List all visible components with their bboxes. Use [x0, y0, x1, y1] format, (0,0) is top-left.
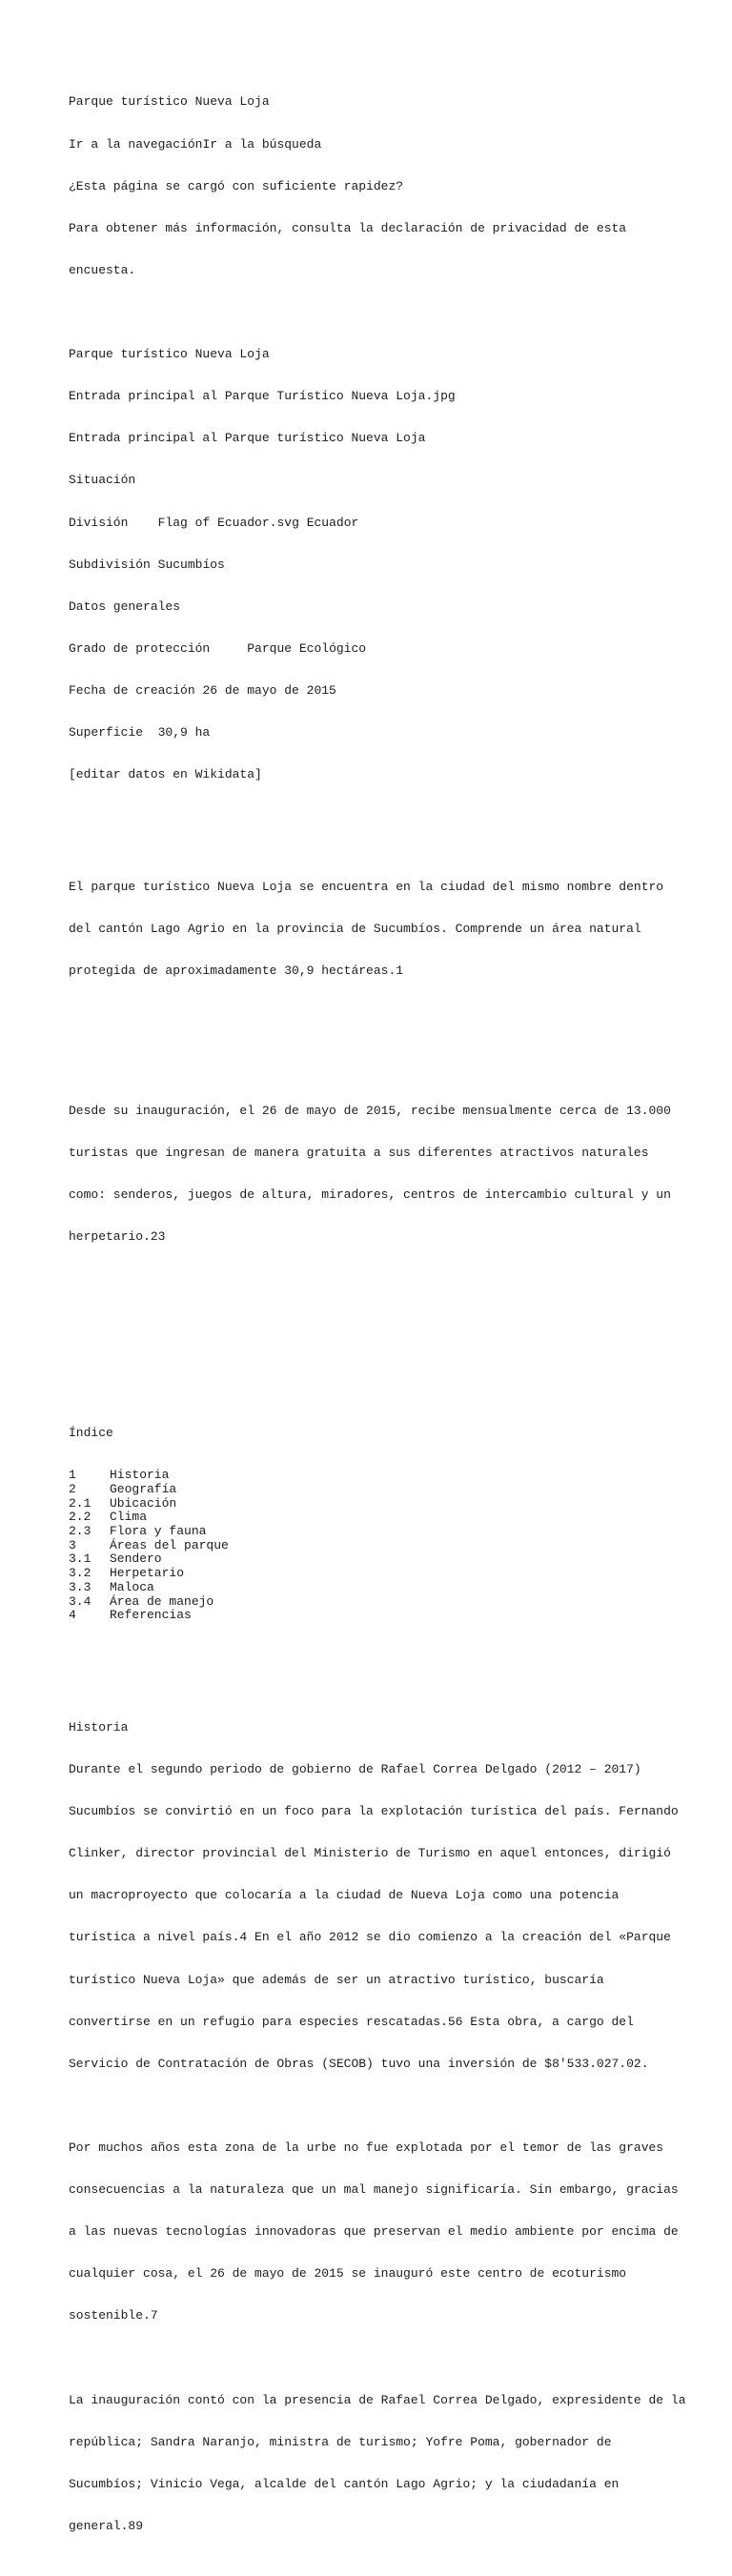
toc-item-number: 3.3	[69, 1579, 92, 1594]
toc-item[interactable]	[69, 1539, 679, 1553]
infobox	[69, 320, 679, 811]
infobox-row-fecha	[69, 684, 679, 699]
toc-item-number: 3.2	[69, 1566, 92, 1581]
paragraph-line: como: senderos, juegos de altura, miradores, centros de intercambio cultural y un	[69, 1187, 671, 1203]
infobox-row-superficie	[69, 726, 679, 740]
toc-item-link[interactable]: Área de manejo	[110, 1593, 214, 1609]
paragraph-line: Sucumbíos se convirtió en un foco para la explotación turística del país. Fernando	[69, 1804, 679, 1819]
paragraph-line: a las nuevas tecnologías innovadoras que preservan el medio ambiente por encima de	[69, 2224, 679, 2240]
paragraph-line: Clinker, director provincial del Ministerio de Turismo en aquel entonces, dirigió	[69, 1846, 671, 1861]
toc-item[interactable]	[69, 1552, 679, 1567]
paragraph-line: del cantón Lago Agrio en la provincia de Sucumbíos. Comprende un área natural	[69, 921, 641, 936]
toc-item-link[interactable]: Referencias	[110, 1608, 192, 1623]
skip-to-navigation-link[interactable]: Ir a la navegación	[69, 136, 203, 152]
toc-item-number: 4	[69, 1608, 76, 1623]
infobox-title: Parque turístico Nueva Loja	[69, 347, 270, 362]
paragraph-line: turística a nivel país.4 En el año 2012 se dio comienzo a la creación del «Parque	[69, 1930, 671, 1945]
paragraph-line: El parque turístico Nueva Loja se encuentra en la ciudad del mismo nombre dentro	[69, 879, 664, 894]
toc-item-link[interactable]: Historia	[110, 1468, 170, 1483]
article-document	[69, 68, 686, 2576]
toc-item-number: 2.2	[69, 1510, 92, 1525]
toc-item-link[interactable]: Sendero	[110, 1552, 162, 1567]
toc-item-link[interactable]: Áreas del parque	[110, 1537, 229, 1552]
paragraph-line: Servicio de Contratación de Obras (SECOB) tuvo una inversión de $8′533.027.02.	[69, 2056, 649, 2071]
paragraph-line: un macroproyecto que colocaría a la ciudad de Nueva Loja como una potencia	[69, 1888, 620, 1903]
infobox-image-caption: Entrada principal al Parque turístico Nueva Loja	[69, 431, 426, 446]
ecuador-flag-icon: Flag of Ecuador.svg	[157, 515, 299, 530]
toc-item-link[interactable]: Ubicación	[110, 1495, 177, 1511]
toc-item-link[interactable]: Geografía	[110, 1481, 177, 1496]
toc-item-link[interactable]: Maloca	[110, 1579, 154, 1594]
toc-item-link[interactable]: Clima	[110, 1510, 148, 1525]
spacer	[69, 2352, 679, 2366]
skip-links	[69, 138, 679, 152]
paragraph-line: herpetario.23	[69, 1229, 166, 1245]
toc-item-number: 1	[69, 1468, 76, 1483]
paragraph-line: general.89	[69, 2518, 144, 2533]
paragraph-line: consecuencias a la naturaleza que un mal manejo significaría. Sin embargo, gracias	[69, 2182, 679, 2198]
toc-item-number: 3	[69, 1537, 76, 1552]
grado-value-link[interactable]: Parque Ecológico	[247, 640, 367, 656]
spacer	[69, 1301, 679, 1315]
superficie-label: Superficie	[69, 725, 144, 740]
section-historia	[69, 1694, 686, 2563]
paragraph-line: Sucumbíos; Vinicio Vega, alcalde del cantón Lago Agrio; y la ciudadanía en	[69, 2476, 620, 2491]
toc-item[interactable]	[69, 1581, 679, 1595]
infobox-edit-row	[69, 768, 679, 782]
fecha-label: Fecha de creación	[69, 682, 195, 698]
edit-wikidata-link[interactable]: [editar datos en Wikidata]	[69, 767, 262, 782]
paragraph-line: convertirse en un refugio para especies rescatadas.56 Esta obra, a cargo del	[69, 2014, 634, 2029]
infobox-row-subdivision	[69, 558, 679, 573]
toc-item[interactable]	[69, 1595, 679, 1610]
infobox-row-grado	[69, 642, 679, 657]
toc-item-number: 2.1	[69, 1495, 92, 1511]
infobox-image-file[interactable]: Entrada principal al Parque Turístico Nueva Loja.jpg	[69, 389, 456, 404]
skip-to-search-link[interactable]: Ir a la búsqueda	[202, 136, 322, 152]
toc-item[interactable]	[69, 1497, 679, 1511]
paragraph-line: La inauguración contó con la presencia de Rafael Correa Delgado, expresidente de la	[69, 2392, 686, 2407]
paragraph-line: Desde su inauguración, el 26 de mayo de 2015, recibe mensualmente cerca de 13.000	[69, 1104, 671, 1119]
infobox-image-link[interactable]	[69, 390, 679, 404]
toc-item-number: 2	[69, 1481, 76, 1496]
toc-item[interactable]	[69, 1567, 679, 1581]
infobox-section-datos: Datos generales	[69, 598, 181, 614]
toc-item-number: 2.3	[69, 1524, 92, 1539]
grado-label: Grado de protección	[69, 640, 211, 656]
spacer	[69, 1035, 679, 1049]
subdivision-value-link[interactable]: Sucumbíos	[157, 557, 225, 572]
toc-item[interactable]	[69, 1525, 679, 1539]
toc-list	[69, 1469, 679, 1623]
toc-item[interactable]	[69, 1609, 679, 1623]
infobox-row-division	[69, 517, 679, 531]
paragraph-line: república; Sandra Naranjo, ministra de turismo; Yofre Poma, gobernador de	[69, 2434, 612, 2449]
toc-item-number: 3.4	[69, 1593, 92, 1609]
division-label: División	[69, 515, 129, 530]
toc-item[interactable]	[69, 1469, 679, 1483]
division-value-link[interactable]: Ecuador	[306, 515, 359, 530]
paragraph-line: cualquier cosa, el 26 de mayo de 2015 se inauguró este centro de ecoturismo	[69, 2266, 627, 2282]
toc-item[interactable]	[69, 1483, 679, 1497]
paragraph-line: turístico Nueva Loja» que además de ser un atractivo turístico, buscaría	[69, 1972, 604, 1987]
superficie-value: 30,9 ha	[157, 725, 211, 740]
intro-paragraph	[69, 1077, 679, 1273]
subdivision-label: Subdivisión	[69, 557, 151, 572]
table-of-contents	[69, 1399, 679, 1652]
paragraph-line: Por muchos años esta zona de la urbe no fue explotada por el temor de las graves	[69, 2140, 664, 2155]
toc-item[interactable]	[69, 1511, 679, 1525]
toc-item-link[interactable]: Flora y fauna	[110, 1524, 207, 1539]
spacer	[69, 2099, 679, 2114]
page-title: Parque turístico Nueva Loja	[69, 94, 270, 110]
infobox-section-situacion: Situación	[69, 473, 136, 488]
privacy-notice-line: Para obtener más información, consulta la declaración de privacidad de esta	[69, 220, 627, 235]
paragraph-line: Durante el segundo periodo de gobierno de Rafael Correa Delgado (2012 – 2017)	[69, 1762, 641, 1777]
paragraph-line: sostenible.7	[69, 2308, 158, 2323]
spacer	[69, 1343, 679, 1357]
paragraph-line: turistas que ingresan de manera gratuita a sus diferentes atractivos naturales	[69, 1146, 649, 1161]
speed-survey-question: ¿Esta página se cargó con suficiente rapidez?	[69, 178, 404, 193]
toc-item-number: 3.1	[69, 1552, 92, 1567]
section-heading: Historia	[69, 1719, 129, 1734]
privacy-notice-line: encuesta.	[69, 262, 136, 277]
toc-item-link[interactable]: Herpetario	[110, 1566, 185, 1581]
intro-paragraph	[69, 852, 679, 1006]
fecha-value: 26 de mayo de 2015	[202, 682, 336, 698]
toc-heading: Índice	[69, 1426, 113, 1441]
paragraph-line: protegida de aproximadamente 30,9 hectáreas.1	[69, 963, 404, 978]
